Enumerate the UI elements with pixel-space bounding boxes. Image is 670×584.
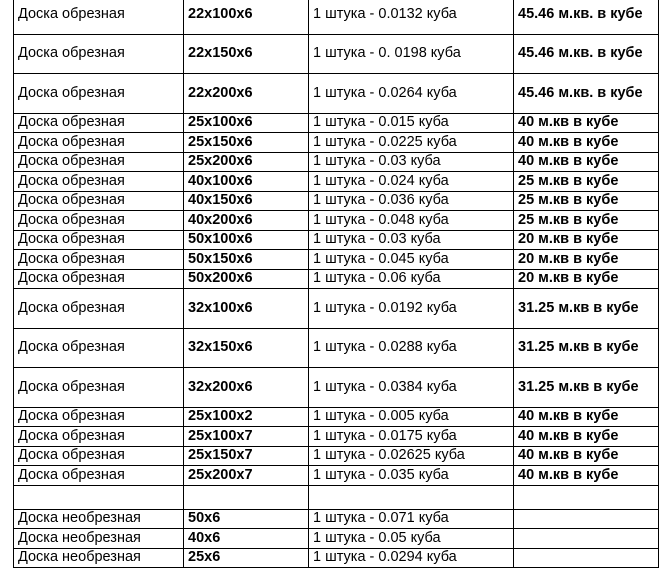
volume-per-piece-cell: 1 штука - 0. 0198 куба	[309, 34, 514, 74]
table-row	[14, 548, 659, 568]
table-row	[14, 191, 659, 211]
product-name-cell: Доска обрезная	[14, 328, 184, 368]
dimensions-cell: 40x6	[184, 529, 309, 549]
table-row	[14, 529, 659, 549]
area-per-cube-cell: 20 м.кв в кубе	[514, 250, 659, 270]
area-per-cube-cell: 40 м.кв в кубе	[514, 407, 659, 427]
dimensions-cell: 40x150x6	[184, 191, 309, 211]
volume-per-piece-cell: 1 штука - 0.015 куба	[309, 113, 514, 133]
volume-per-piece-cell: 1 штука - 0.03 куба	[309, 230, 514, 250]
volume-per-piece-cell: 1 штука - 0.048 куба	[309, 211, 514, 231]
product-name-cell: Доска обрезная	[14, 407, 184, 427]
product-name-cell: Доска обрезная	[14, 74, 184, 114]
dimensions-cell: 40x200x6	[184, 211, 309, 231]
area-per-cube-cell: 25 м.кв в кубе	[514, 211, 659, 231]
dimensions-cell: 25x100x6	[184, 113, 309, 133]
area-per-cube-cell: 40 м.кв в кубе	[514, 446, 659, 466]
volume-per-piece-cell: 1 штука - 0.0175 куба	[309, 427, 514, 447]
table-row	[14, 113, 659, 133]
volume-per-piece-cell: 1 штука - 0.0384 куба	[309, 368, 514, 408]
volume-per-piece-cell: 1 штука - 0.045 куба	[309, 250, 514, 270]
product-name-cell: Доска обрезная	[14, 0, 184, 34]
table-row	[14, 250, 659, 270]
volume-per-piece-cell: 1 штука - 0.036 куба	[309, 191, 514, 211]
volume-per-piece-cell: 1 штука - 0.02625 куба	[309, 446, 514, 466]
product-name-cell: Доска обрезная	[14, 368, 184, 408]
volume-per-piece-cell	[309, 485, 514, 509]
table-row	[14, 289, 659, 329]
product-name-cell: Доска необрезная	[14, 548, 184, 568]
product-name-cell: Доска обрезная	[14, 230, 184, 250]
product-name-cell: Доска обрезная	[14, 446, 184, 466]
table-row	[14, 34, 659, 74]
product-name-cell: Доска обрезная	[14, 172, 184, 192]
area-per-cube-cell	[514, 529, 659, 549]
area-per-cube-cell: 40 м.кв в кубе	[514, 152, 659, 172]
product-name-cell: Доска обрезная	[14, 34, 184, 74]
area-per-cube-cell: 31.25 м.кв в кубе	[514, 289, 659, 329]
dimensions-cell: 25x100x7	[184, 427, 309, 447]
volume-per-piece-cell: 1 штука - 0.03 куба	[309, 152, 514, 172]
area-per-cube-cell: 20 м.кв в кубе	[514, 269, 659, 289]
product-name-cell: Доска обрезная	[14, 289, 184, 329]
dimensions-cell: 32x200x6	[184, 368, 309, 408]
lumber-table-container	[13, 0, 658, 568]
product-name-cell: Доска обрезная	[14, 269, 184, 289]
area-per-cube-cell	[514, 485, 659, 509]
volume-per-piece-cell: 1 штука - 0.0192 куба	[309, 289, 514, 329]
volume-per-piece-cell: 1 штука - 0.0288 куба	[309, 328, 514, 368]
table-row	[14, 230, 659, 250]
dimensions-cell: 32x150x6	[184, 328, 309, 368]
area-per-cube-cell: 25 м.кв в кубе	[514, 172, 659, 192]
dimensions-cell: 50x6	[184, 509, 309, 529]
area-per-cube-cell: 45.46 м.кв. в кубе	[514, 74, 659, 114]
product-name-cell: Доска необрезная	[14, 529, 184, 549]
area-per-cube-cell: 45.46 м.кв. в кубе	[514, 34, 659, 74]
volume-per-piece-cell: 1 штука - 0.071 куба	[309, 509, 514, 529]
product-name-cell: Доска необрезная	[14, 509, 184, 529]
lumber-table	[13, 0, 659, 568]
table-row	[14, 152, 659, 172]
dimensions-cell: 50x200x6	[184, 269, 309, 289]
dimensions-cell: 22x200x6	[184, 74, 309, 114]
table-row	[14, 466, 659, 486]
dimensions-cell: 50x100x6	[184, 230, 309, 250]
dimensions-cell: 22x150x6	[184, 34, 309, 74]
volume-per-piece-cell: 1 штука - 0.035 куба	[309, 466, 514, 486]
area-per-cube-cell: 31.25 м.кв в кубе	[514, 328, 659, 368]
volume-per-piece-cell: 1 штука - 0.0132 куба	[309, 0, 514, 34]
product-name-cell: Доска обрезная	[14, 427, 184, 447]
table-row	[14, 407, 659, 427]
volume-per-piece-cell: 1 штука - 0.0264 куба	[309, 74, 514, 114]
lumber-table-body	[14, 0, 659, 568]
dimensions-cell: 32x100x6	[184, 289, 309, 329]
dimensions-cell: 25x6	[184, 548, 309, 568]
area-per-cube-cell: 40 м.кв в кубе	[514, 466, 659, 486]
volume-per-piece-cell: 1 штука - 0.05 куба	[309, 529, 514, 549]
volume-per-piece-cell: 1 штука - 0.06 куба	[309, 269, 514, 289]
product-name-cell: Доска обрезная	[14, 152, 184, 172]
dimensions-cell: 40x100x6	[184, 172, 309, 192]
area-per-cube-cell: 20 м.кв в кубе	[514, 230, 659, 250]
area-per-cube-cell	[514, 509, 659, 529]
area-per-cube-cell	[514, 548, 659, 568]
product-name-cell	[14, 485, 184, 509]
product-name-cell: Доска обрезная	[14, 133, 184, 153]
dimensions-cell: 25x100x2	[184, 407, 309, 427]
area-per-cube-cell: 25 м.кв в кубе	[514, 191, 659, 211]
volume-per-piece-cell: 1 штука - 0.0225 куба	[309, 133, 514, 153]
table-row	[14, 509, 659, 529]
product-name-cell: Доска обрезная	[14, 191, 184, 211]
volume-per-piece-cell: 1 штука - 0.005 куба	[309, 407, 514, 427]
area-per-cube-cell: 40 м.кв в кубе	[514, 427, 659, 447]
dimensions-cell: 50x150x6	[184, 250, 309, 270]
table-row	[14, 446, 659, 466]
area-per-cube-cell: 31.25 м.кв в кубе	[514, 368, 659, 408]
table-row	[14, 269, 659, 289]
table-row	[14, 368, 659, 408]
table-row	[14, 211, 659, 231]
table-row	[14, 0, 659, 34]
table-row	[14, 485, 659, 509]
table-row	[14, 328, 659, 368]
dimensions-cell: 25x150x7	[184, 446, 309, 466]
volume-per-piece-cell: 1 штука - 0.0294 куба	[309, 548, 514, 568]
area-per-cube-cell: 40 м.кв в кубе	[514, 113, 659, 133]
product-name-cell: Доска обрезная	[14, 113, 184, 133]
dimensions-cell: 25x200x7	[184, 466, 309, 486]
dimensions-cell	[184, 485, 309, 509]
dimensions-cell: 25x150x6	[184, 133, 309, 153]
area-per-cube-cell: 45.46 м.кв. в кубе	[514, 0, 659, 34]
area-per-cube-cell: 40 м.кв в кубе	[514, 133, 659, 153]
dimensions-cell: 22x100x6	[184, 0, 309, 34]
table-row	[14, 133, 659, 153]
product-name-cell: Доска обрезная	[14, 250, 184, 270]
product-name-cell: Доска обрезная	[14, 211, 184, 231]
dimensions-cell: 25x200x6	[184, 152, 309, 172]
product-name-cell: Доска обрезная	[14, 466, 184, 486]
table-row	[14, 172, 659, 192]
table-row	[14, 427, 659, 447]
volume-per-piece-cell: 1 штука - 0.024 куба	[309, 172, 514, 192]
table-row	[14, 74, 659, 114]
